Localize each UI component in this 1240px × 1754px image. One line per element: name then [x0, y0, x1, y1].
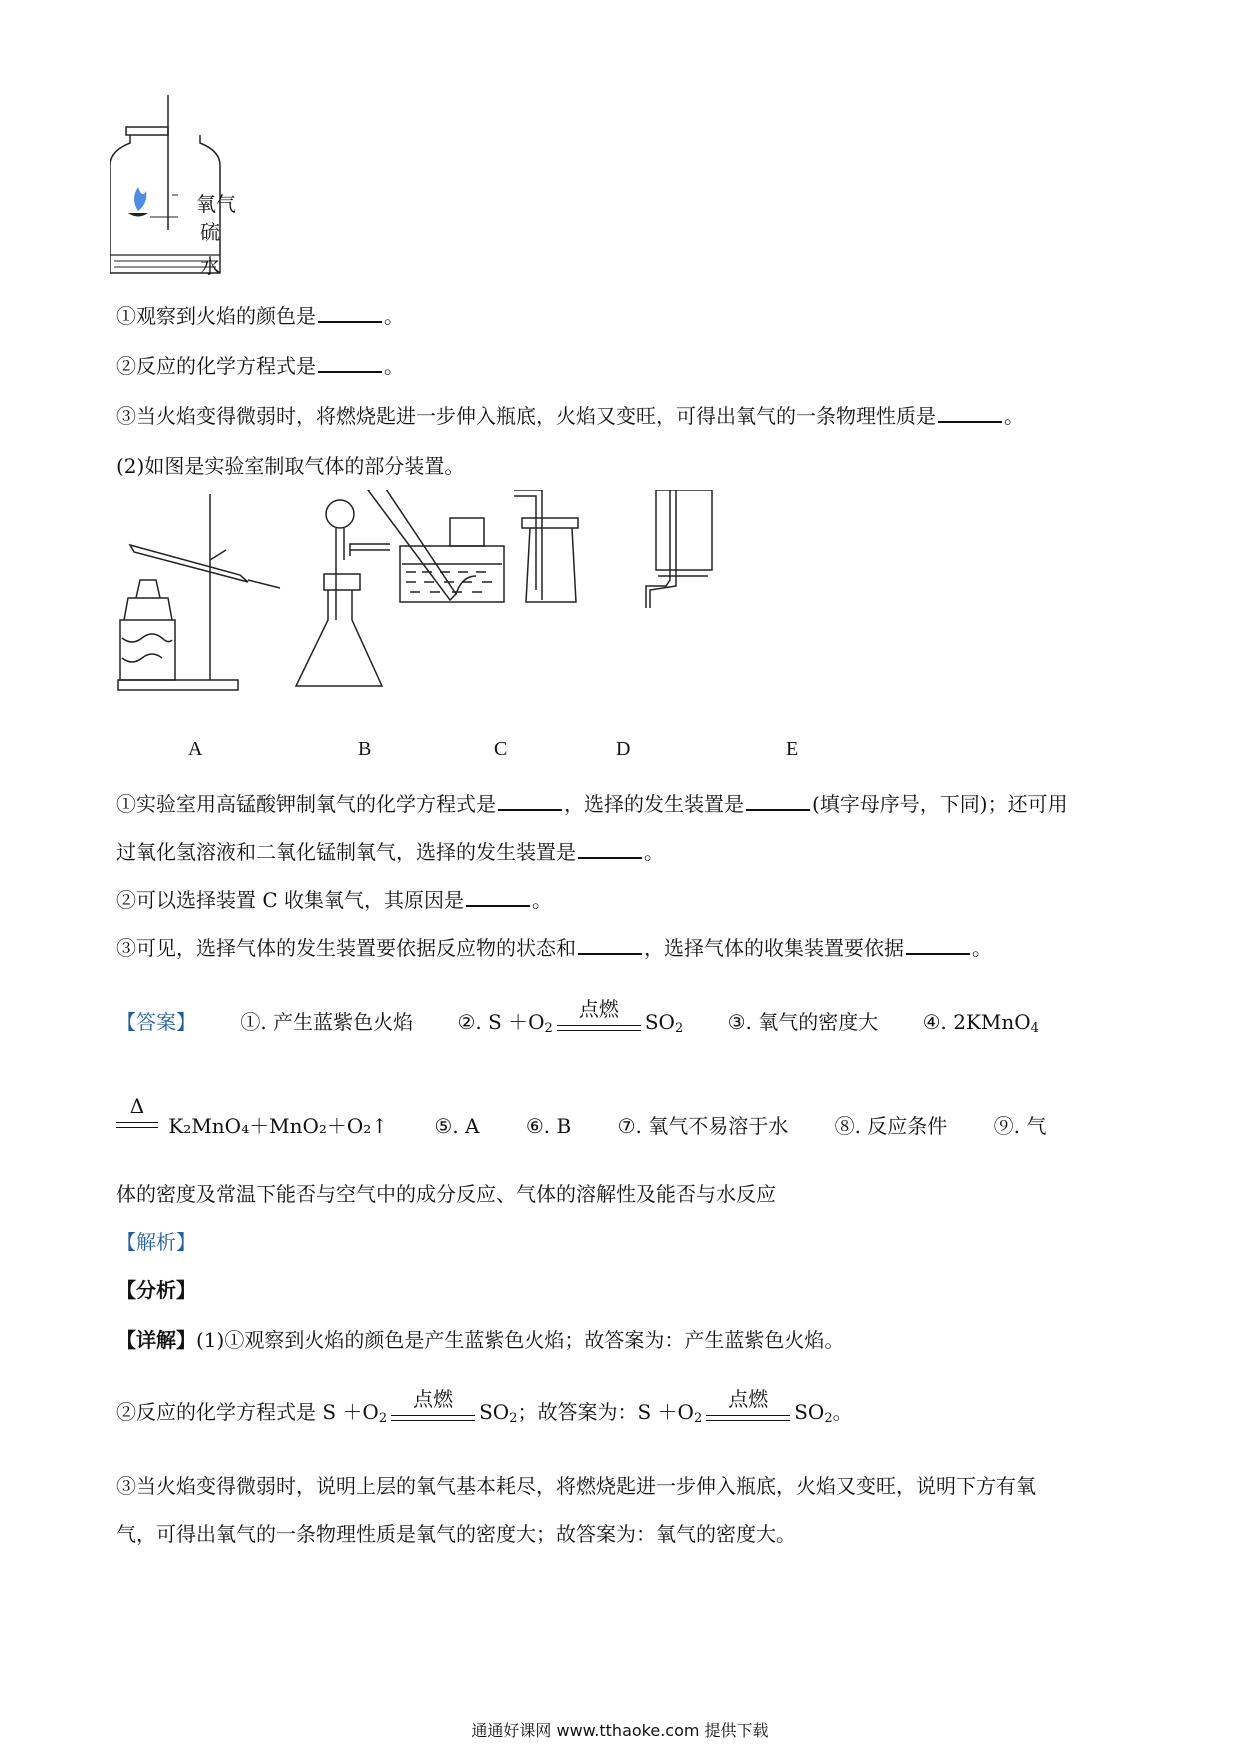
fig-label-e: E: [786, 738, 799, 760]
detail-line1: 【详解】(1)①观察到火焰的颜色是产生蓝紫色火焰；故答案为：产生蓝紫色火焰。: [116, 1328, 845, 1352]
q1-item2: ②反应的化学方程式是 。: [116, 354, 404, 378]
q2-item2: ②可以选择装置 C 收集氧气，其原因是 。: [116, 888, 553, 912]
q2-item3: ③可见，选择气体的发生装置要依据反应物的状态和 ，选择气体的收集装置要依据 。: [116, 936, 992, 960]
apparatus-e: [646, 490, 712, 608]
fig-label-d: D: [616, 738, 631, 760]
fig-label-a: A: [188, 738, 203, 760]
label-oxygen: 氧气: [196, 194, 236, 216]
apparatus-d: [514, 490, 578, 602]
answer-blank[interactable]: [318, 303, 382, 323]
answer-blank[interactable]: [578, 839, 642, 859]
apparatus-b: [296, 500, 390, 686]
analysis-tag: 【解析】: [116, 1230, 196, 1254]
apparatus-a: [118, 494, 280, 690]
answer-blank[interactable]: [906, 935, 970, 955]
q2-intro: (2)如图是实验室制取气体的部分装置。: [116, 454, 465, 478]
label-water: 水: [200, 256, 220, 278]
answer-line1: 【答案】 ①. 产生蓝紫色火焰 ②. $S +O_2$ 点燃 $SO_2$ ③. 氧气的密度大 ④. 2KMnO$_4$: [116, 997, 1039, 1036]
fig-label-c: C: [494, 738, 508, 760]
apparatus-figure: [110, 490, 830, 710]
detail-line2: ②反应的化学方程式是 $S +O_2$ 点燃 $SO_2$；故答案为：$S +O_2$ 点燃 $SO_2$。: [116, 1387, 853, 1426]
answer-blank[interactable]: [318, 353, 382, 373]
answer-blank[interactable]: [498, 791, 562, 811]
answer-blank[interactable]: [578, 935, 642, 955]
answer-blank[interactable]: [746, 791, 810, 811]
footer: 通通好课网 www.tthaoke.com 提供下载: [471, 1721, 769, 1740]
detail-line3: ③当火焰变得微弱时，说明上层的氧气基本耗尽，将燃烧匙进一步伸入瓶底，火焰又变旺，说明下方有氧: [116, 1474, 1036, 1498]
label-sulfur: 硫: [200, 222, 220, 244]
sulfur-combustion-figure: [110, 95, 260, 275]
answer-line3: 体的密度及常温下能否与空气中的成分反应、气体的溶解性及能否与水反应: [116, 1182, 776, 1206]
q2-item1-line1: ①实验室用高锰酸钾制氧气的化学方程式是 ，选择的发生装置是 (填字母序号，下同)；还可用: [116, 792, 1068, 816]
answer-tag: 【答案】: [116, 1010, 196, 1034]
fenxi-tag: 【分析】: [116, 1278, 196, 1302]
answer-blank[interactable]: [938, 403, 1002, 423]
q1-item3: ③当火焰变得微弱时，将燃烧匙进一步伸入瓶底，火焰又变旺，可得出氧气的一条物理性质是 。: [116, 404, 1024, 428]
answer-line2: Δ K₂MnO₄＋MnO₂＋O₂↑ ⑤. A ⑥. B ⑦. 氧气不易溶于水 ⑧. 反应条件 ⑨. 气: [116, 1112, 1046, 1140]
fig-label-b: B: [358, 738, 372, 760]
answer-blank[interactable]: [466, 887, 530, 907]
q1-item1: ①观察到火焰的颜色是 。: [116, 304, 404, 328]
q2-item1-line2: 过氧化氢溶液和二氧化锰制氧气，选择的发生装置是 。: [116, 840, 664, 864]
apparatus-c: [368, 490, 504, 602]
detail-line4: 气，可得出氧气的一条物理性质是氧气的密度大；故答案为：氧气的密度大。: [116, 1522, 796, 1546]
